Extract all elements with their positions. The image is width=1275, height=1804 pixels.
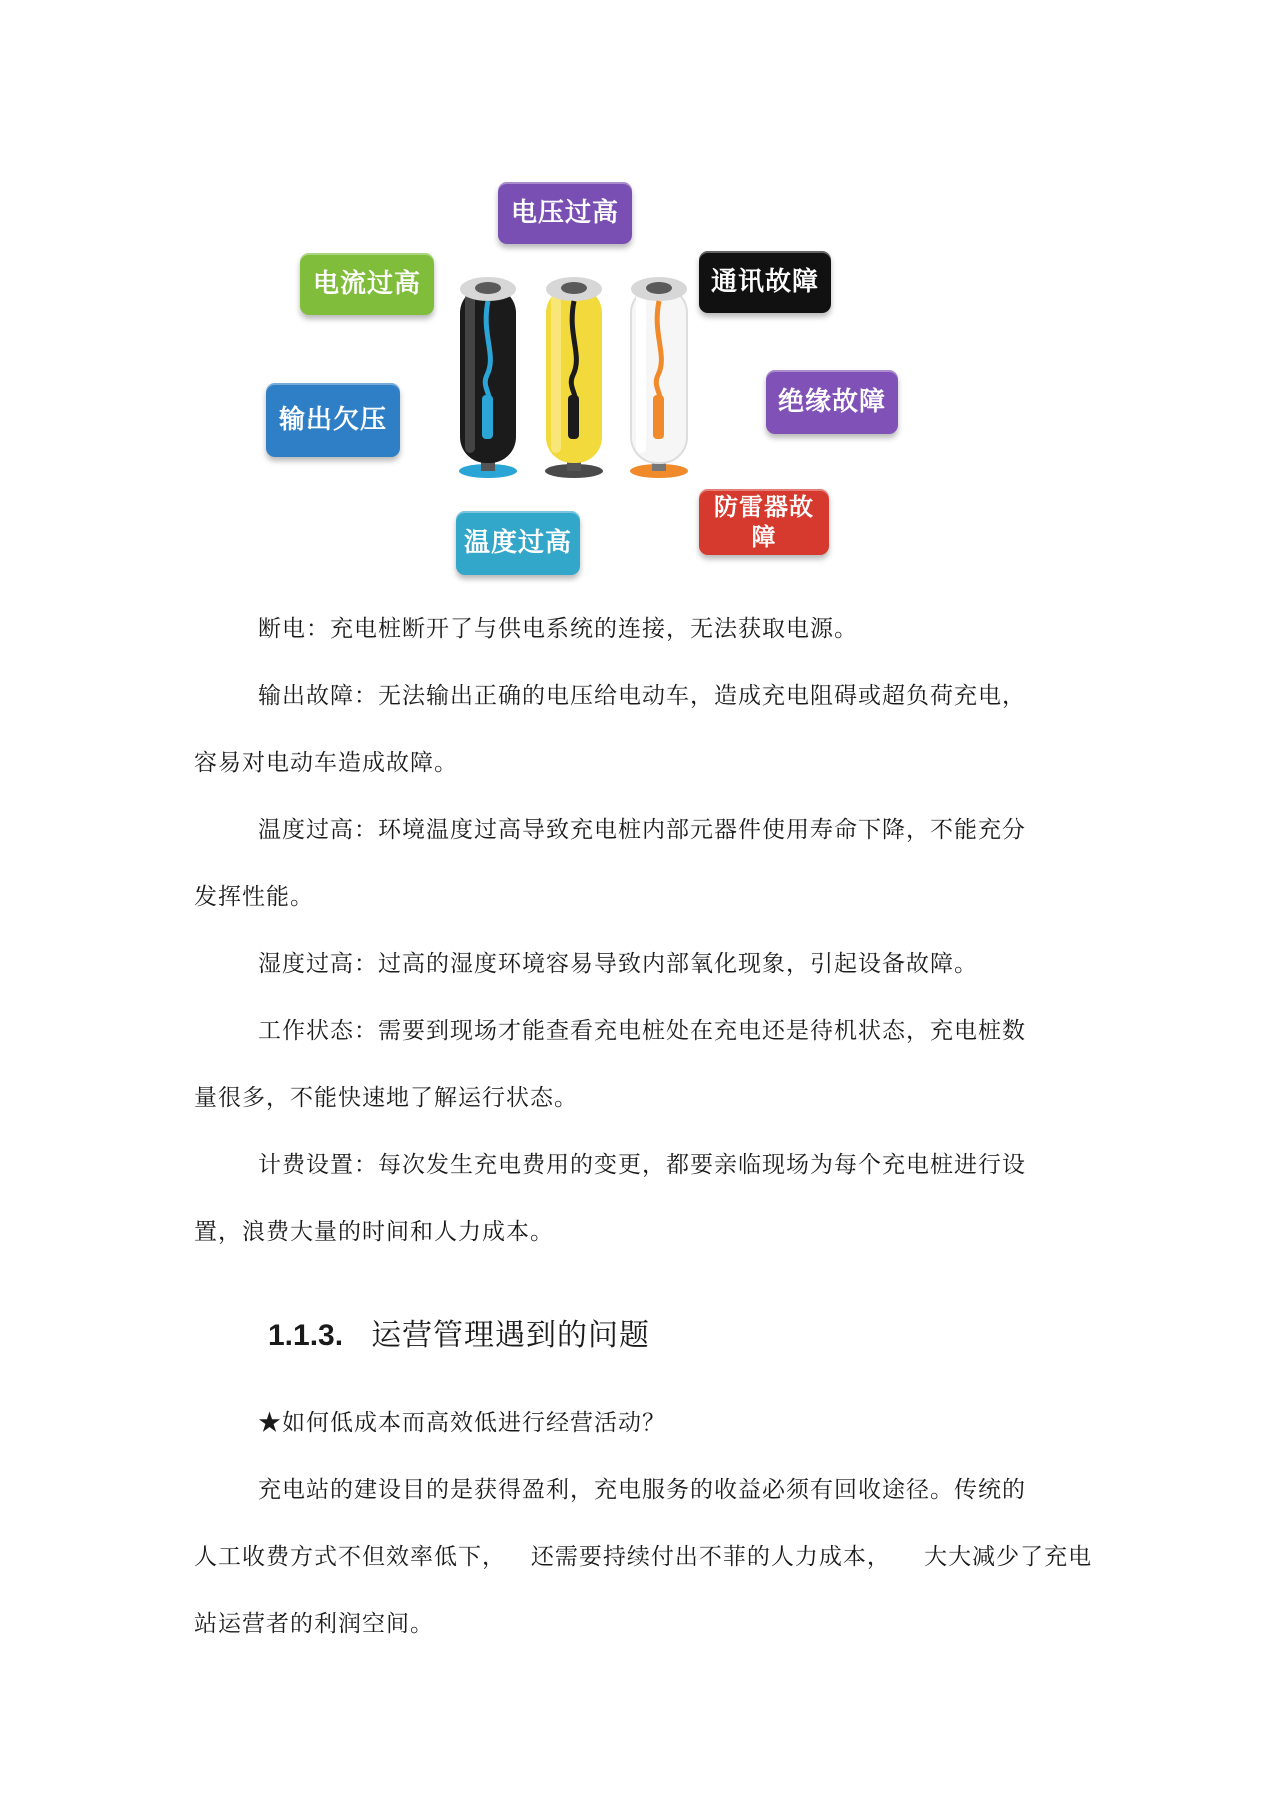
section-title: 运营管理遇到的问题 (371, 1318, 651, 1353)
paragraph-billing-line1: 计费设置：每次发生充电费用的变更，都要亲临现场为每个充电桩进行设 (258, 1152, 1026, 1178)
tag-temperature-high: 温度过高 (456, 511, 580, 575)
charger-yellow-image (539, 275, 609, 481)
paragraph-temperature-line1: 温度过高：环境温度过高导致充电桩内部元器件使用寿命下降，不能充分 (258, 817, 1026, 843)
tag-comm-fault: 通讯故障 (699, 251, 831, 313)
paragraph-humidity: 湿度过高：过高的湿度环境容易导致内部氧化现象，引起设备故障。 (258, 951, 978, 977)
charging-faults-figure (258, 163, 888, 583)
section-heading (268, 1316, 650, 1356)
charger-black-image (453, 275, 523, 481)
section-number: 1.1.3. (268, 1319, 344, 1352)
charger-white-image (624, 275, 694, 481)
tag-voltage-high: 电压过高 (498, 182, 632, 244)
tag-current-high: 电流过高 (300, 253, 434, 315)
section-question: ★如何低成本而高效低进行经营活动？ (258, 1410, 666, 1436)
tag-lightning-fault: 防雷器故障 (699, 489, 829, 555)
paragraph-work-status-line1: 工作状态：需要到现场才能查看充电桩处在充电还是待机状态，充电桩数 (258, 1018, 1026, 1044)
section-paragraph-line2: 人工收费方式不但效率低下， 还需要持续付出不菲的人力成本， 大大减少了充电 (194, 1544, 1093, 1570)
section-paragraph-line1: 充电站的建设目的是获得盈利，充电服务的收益必须有回收途径。传统的 (258, 1477, 1026, 1503)
tag-insulation-fault: 绝缘故障 (766, 370, 898, 434)
paragraph-work-status-line2: 量很多，不能快速地了解运行状态。 (194, 1085, 578, 1111)
section-paragraph-line3: 站运营者的利润空间。 (194, 1611, 434, 1637)
paragraph-power-off: 断电：充电桩断开了与供电系统的连接，无法获取电源。 (258, 616, 858, 642)
paragraph-output-fault-line2: 容易对电动车造成故障。 (194, 750, 458, 776)
paragraph-billing-line2: 置，浪费大量的时间和人力成本。 (194, 1219, 554, 1245)
paragraph-temperature-line2: 发挥性能。 (194, 884, 314, 910)
paragraph-output-fault-line1: 输出故障：无法输出正确的电压给电动车，造成充电阻碍或超负荷充电， (258, 683, 1026, 709)
tag-output-undervoltage: 输出欠压 (266, 383, 400, 457)
